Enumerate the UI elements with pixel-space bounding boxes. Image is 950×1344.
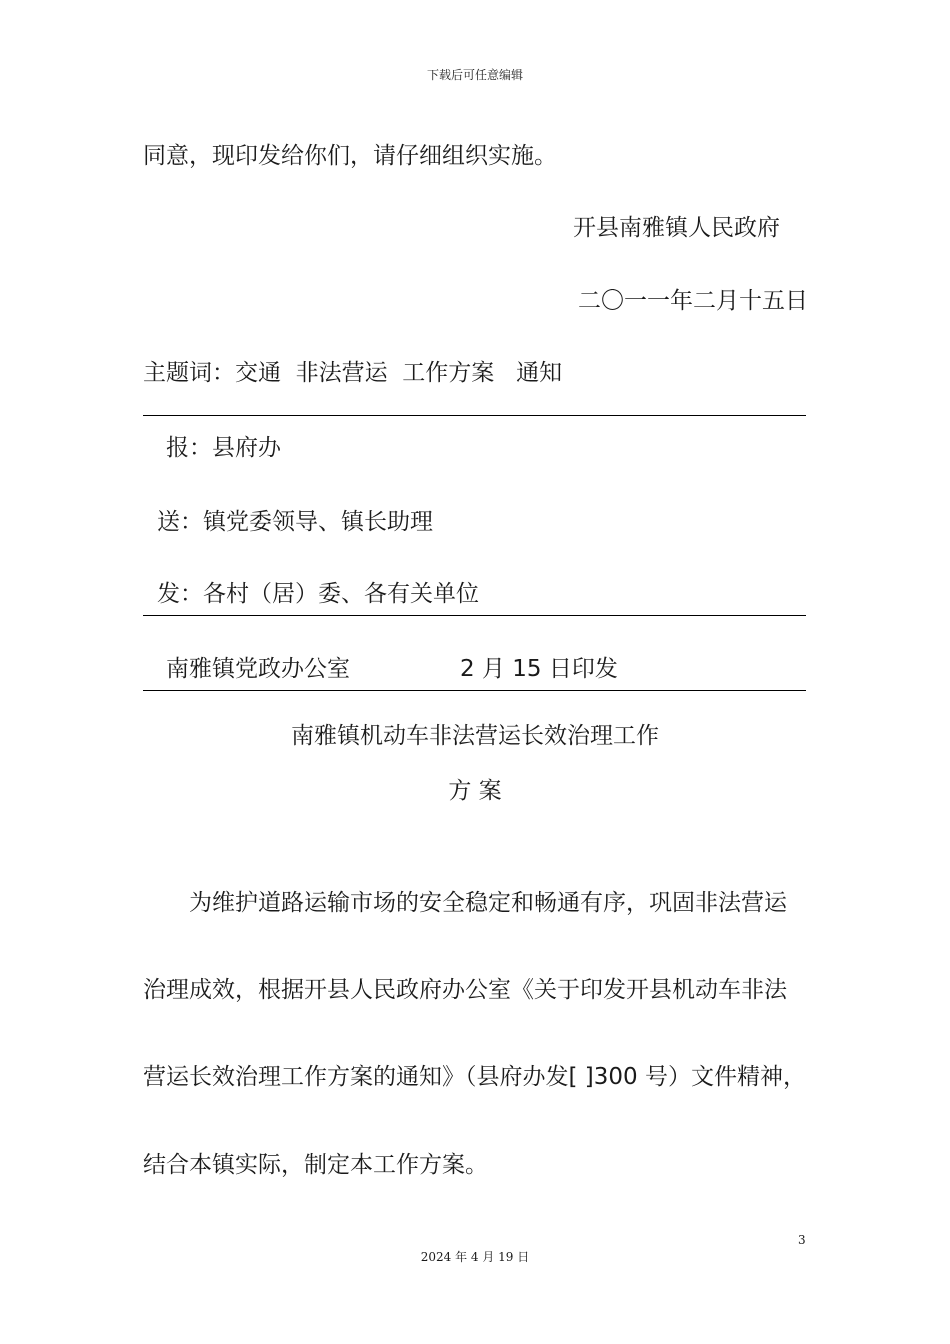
issuer-name: 开县南雅镇人民政府 [573,215,780,241]
paragraph-line-4: 结合本镇实际，制定本工作方案。 [143,1152,488,1178]
printed-date: 2 月 15 日印发 [460,656,618,682]
rule-top [143,415,806,416]
agree-line: 同意，现印发给你们，请仔细组织实施。 [143,143,557,169]
issue-date: 二〇一一年二月十五日 [578,288,808,314]
paragraph-line-2: 治理成效，根据开县人民政府办公室《关于印发开县机动车非法 [143,977,787,1003]
paragraph-line-1: 为维护道路运输市场的安全稳定和畅通有序，巩固非法营运 [189,890,787,916]
report-to-line: 报：县府办 [166,435,281,461]
footer-date: 2024 年 4 月 19 日 [420,1250,530,1264]
office-name: 南雅镇党政办公室 [166,656,350,682]
rule-middle [143,615,806,616]
header-note: 下载后可任意编辑 [426,68,523,82]
plan-title-line-1: 南雅镇机动车非法营运长效治理工作 [291,723,659,749]
distribute-to-line: 发：各村（居）委、各有关单位 [157,581,479,607]
send-to-line: 送：镇党委领导、镇长助理 [157,509,433,535]
plan-title-line-2: 方 案 [448,778,502,804]
subject-words: 主题词：交通 非法营运 工作方案 通知 [143,360,563,386]
page-number: 3 [798,1233,806,1247]
rule-bottom [143,690,806,691]
paragraph-line-3: 营运长效治理工作方案的通知》（县府办发[ ]300 号）文件精神， [143,1064,806,1090]
